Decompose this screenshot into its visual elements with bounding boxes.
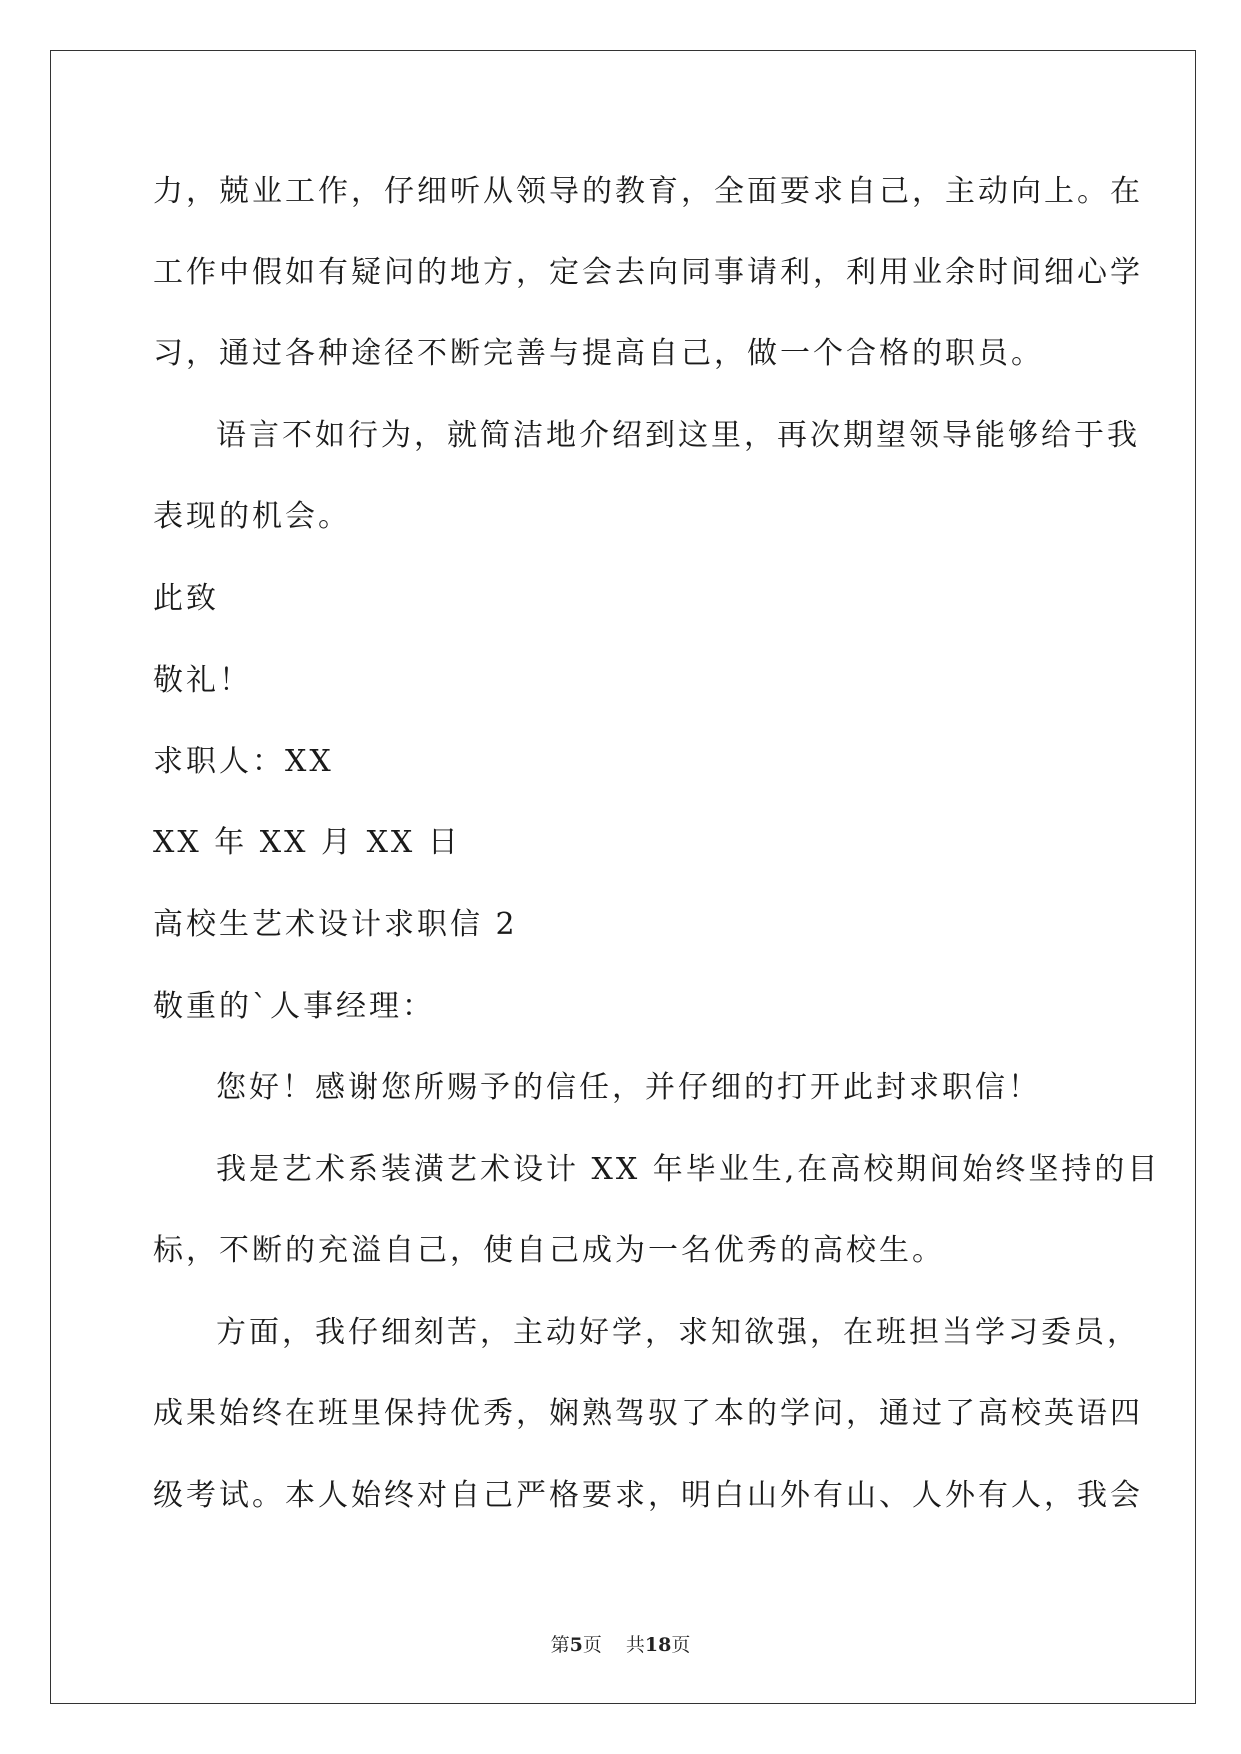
salutation-closing: 敬礼！	[153, 663, 252, 698]
total-prefix: 共	[625, 1634, 645, 1656]
text-line: 工作中假如有疑问的地方，定会去向同事请利，利用业余时间细心学	[153, 255, 1143, 290]
section-heading: 高校生艺术设计求职信 2	[153, 907, 518, 942]
paragraph-start-line: 方面，我仔细刻苦，主动好学，求知欲强，在班担当学习委员，	[216, 1315, 1140, 1350]
text-line: 标，不断的充溢自己，使自己成为一名优秀的高校生。	[153, 1233, 945, 1268]
text-line: 习，通过各种途径不断完善与提高自己，做一个合格的职员。	[153, 336, 1044, 371]
total-pages: 18	[644, 1634, 672, 1656]
page-prefix: 第	[550, 1634, 570, 1656]
page-footer	[0, 1633, 1241, 1657]
page-suffix: 页	[582, 1634, 602, 1656]
paragraph-start-line: 语言不如行为，就简洁地介绍到这里，再次期望领导能够给于我	[216, 418, 1140, 453]
text-line: 成果始终在班里保持优秀，娴熟驾驭了本的学问，通过了高校英语四	[153, 1396, 1143, 1431]
paragraph-start-line: 我是艺术系装潢艺术设计 XX 年毕业生,在高校期间始终坚持的目	[216, 1152, 1161, 1187]
page-number: 5	[569, 1634, 583, 1656]
closing-phrase: 此致	[153, 581, 219, 616]
paragraph-start-line: 您好！感谢您所赐予的信任，并仔细的打开此封求职信！	[216, 1070, 1041, 1105]
text-line: 力，兢业工作，仔细听从领导的教育，全面要求自己，主动向上。在	[153, 174, 1143, 209]
text-line: 级考试。本人始终对自己严格要求，明白山外有山、人外有人，我会	[153, 1478, 1143, 1513]
page-border	[50, 50, 1196, 1704]
letter-date: XX 年 XX 月 XX 日	[153, 825, 461, 860]
letter-greeting: 敬重的`人事经理：	[153, 989, 435, 1024]
applicant-signature: 求职人：XX	[153, 744, 334, 779]
text-line: 表现的机会。	[153, 499, 351, 534]
total-suffix: 页	[671, 1634, 691, 1656]
